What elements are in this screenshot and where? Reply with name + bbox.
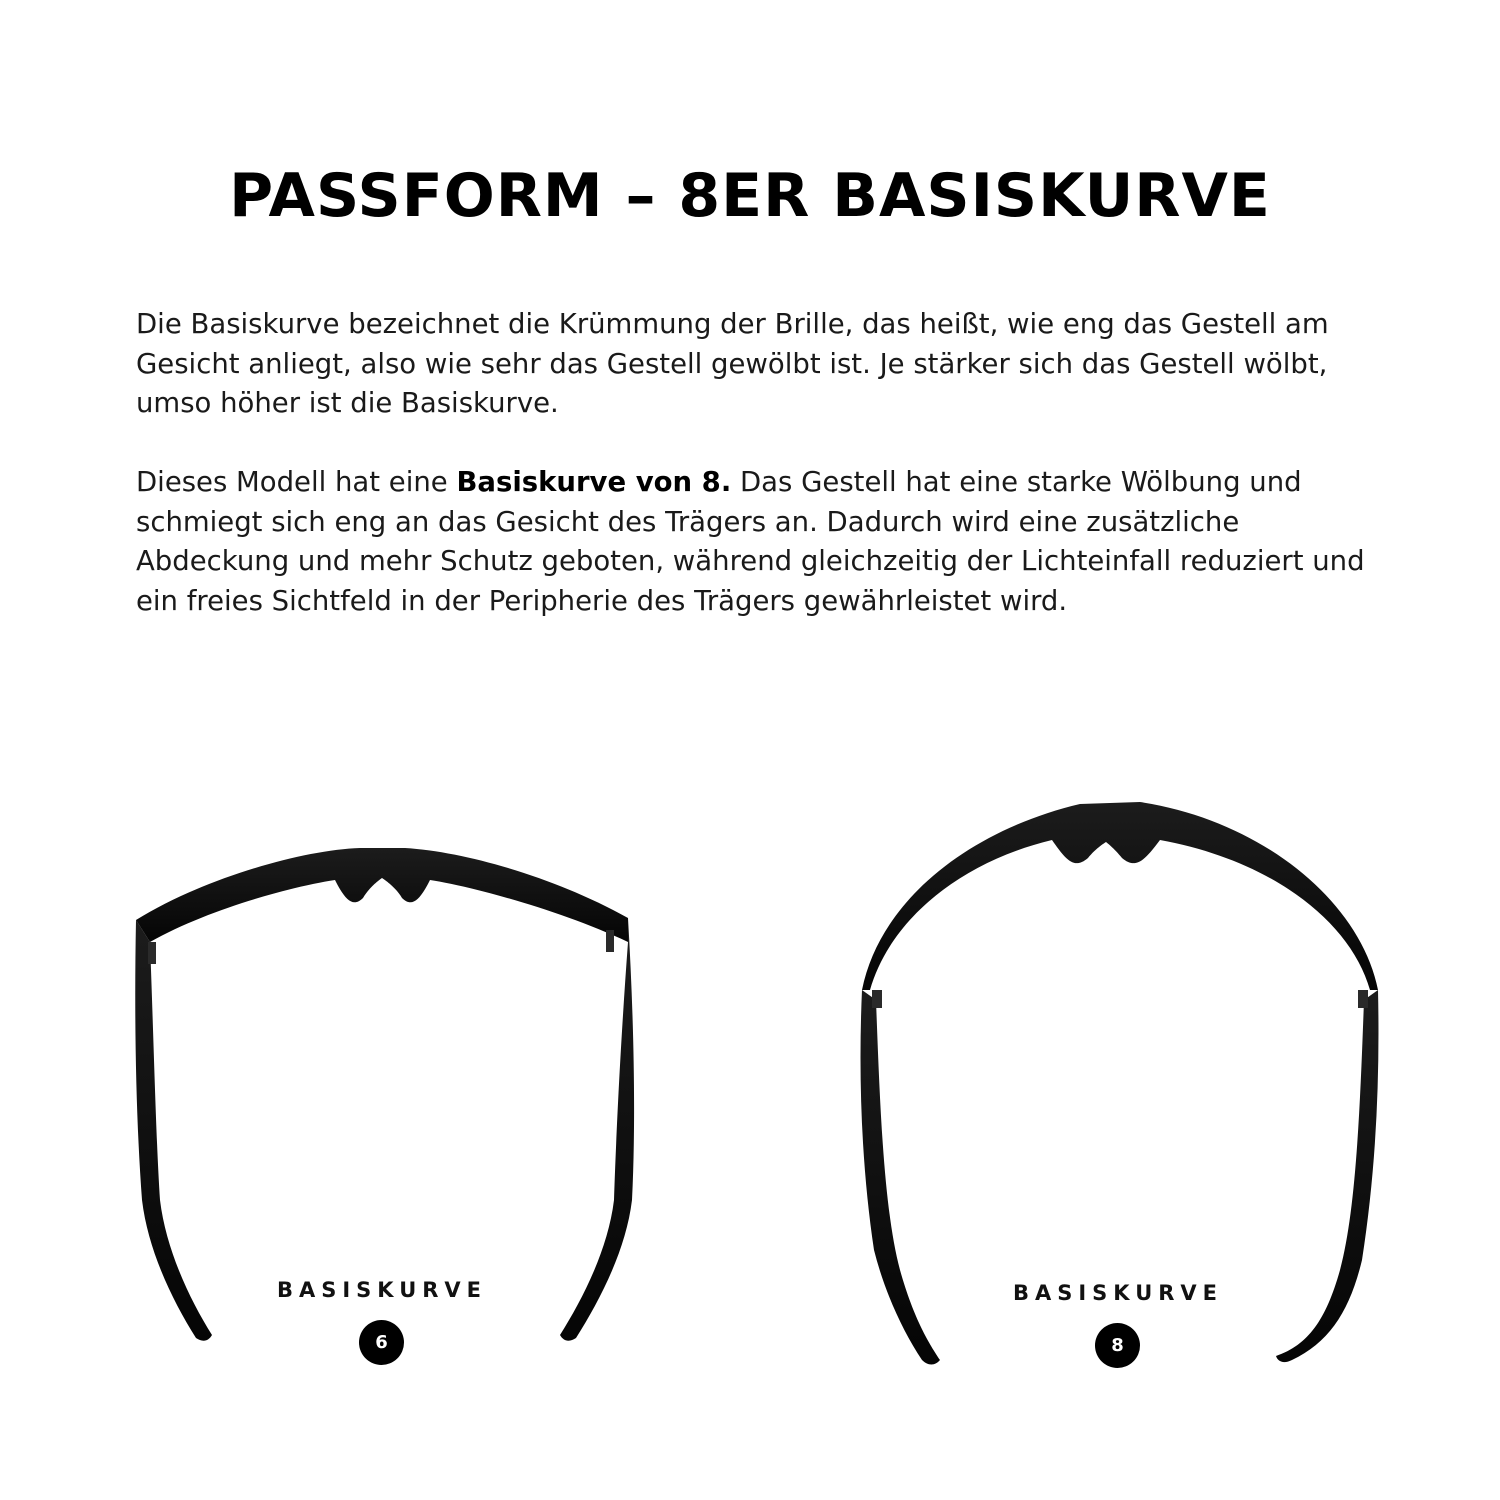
page-title: PASSFORM – 8ER BASISKURVE	[229, 161, 1271, 231]
curve-value-badge-8: 8	[1095, 1323, 1140, 1368]
model-paragraph-rest: Das Gestell hat eine starke Wölbung und schmiegt sich eng an das Gesicht des Trägers an. Dadurch wird eine zusätzliche Abdeckung und mehr Schutz geboten, während gleichzeitig der Lichteinfall reduziert und ein freies Sichtfeld in der Peripherie des Trägers gewährleistet wird.	[136, 466, 1365, 617]
model-paragraph-highlight: Basiskurve von 8.	[456, 466, 732, 498]
curve-label-8: BASISKURVE	[1012, 1281, 1224, 1305]
model-paragraph	[136, 463, 1376, 621]
curve-value-badge-6: 6	[359, 1320, 404, 1365]
model-paragraph-lead: Dieses Modell hat eine	[136, 466, 457, 498]
curve-label-6: BASISKURVE	[276, 1278, 488, 1302]
intro-paragraph: Die Basiskurve bezeichnet die Krümmung der Brille, das heißt, wie eng das Gestell am Gesicht anliegt, also wie sehr das Gestell gewölbt ist. Je stärker sich das Gestell wölbt, umso höher ist die Basiskurve.	[136, 308, 1329, 419]
